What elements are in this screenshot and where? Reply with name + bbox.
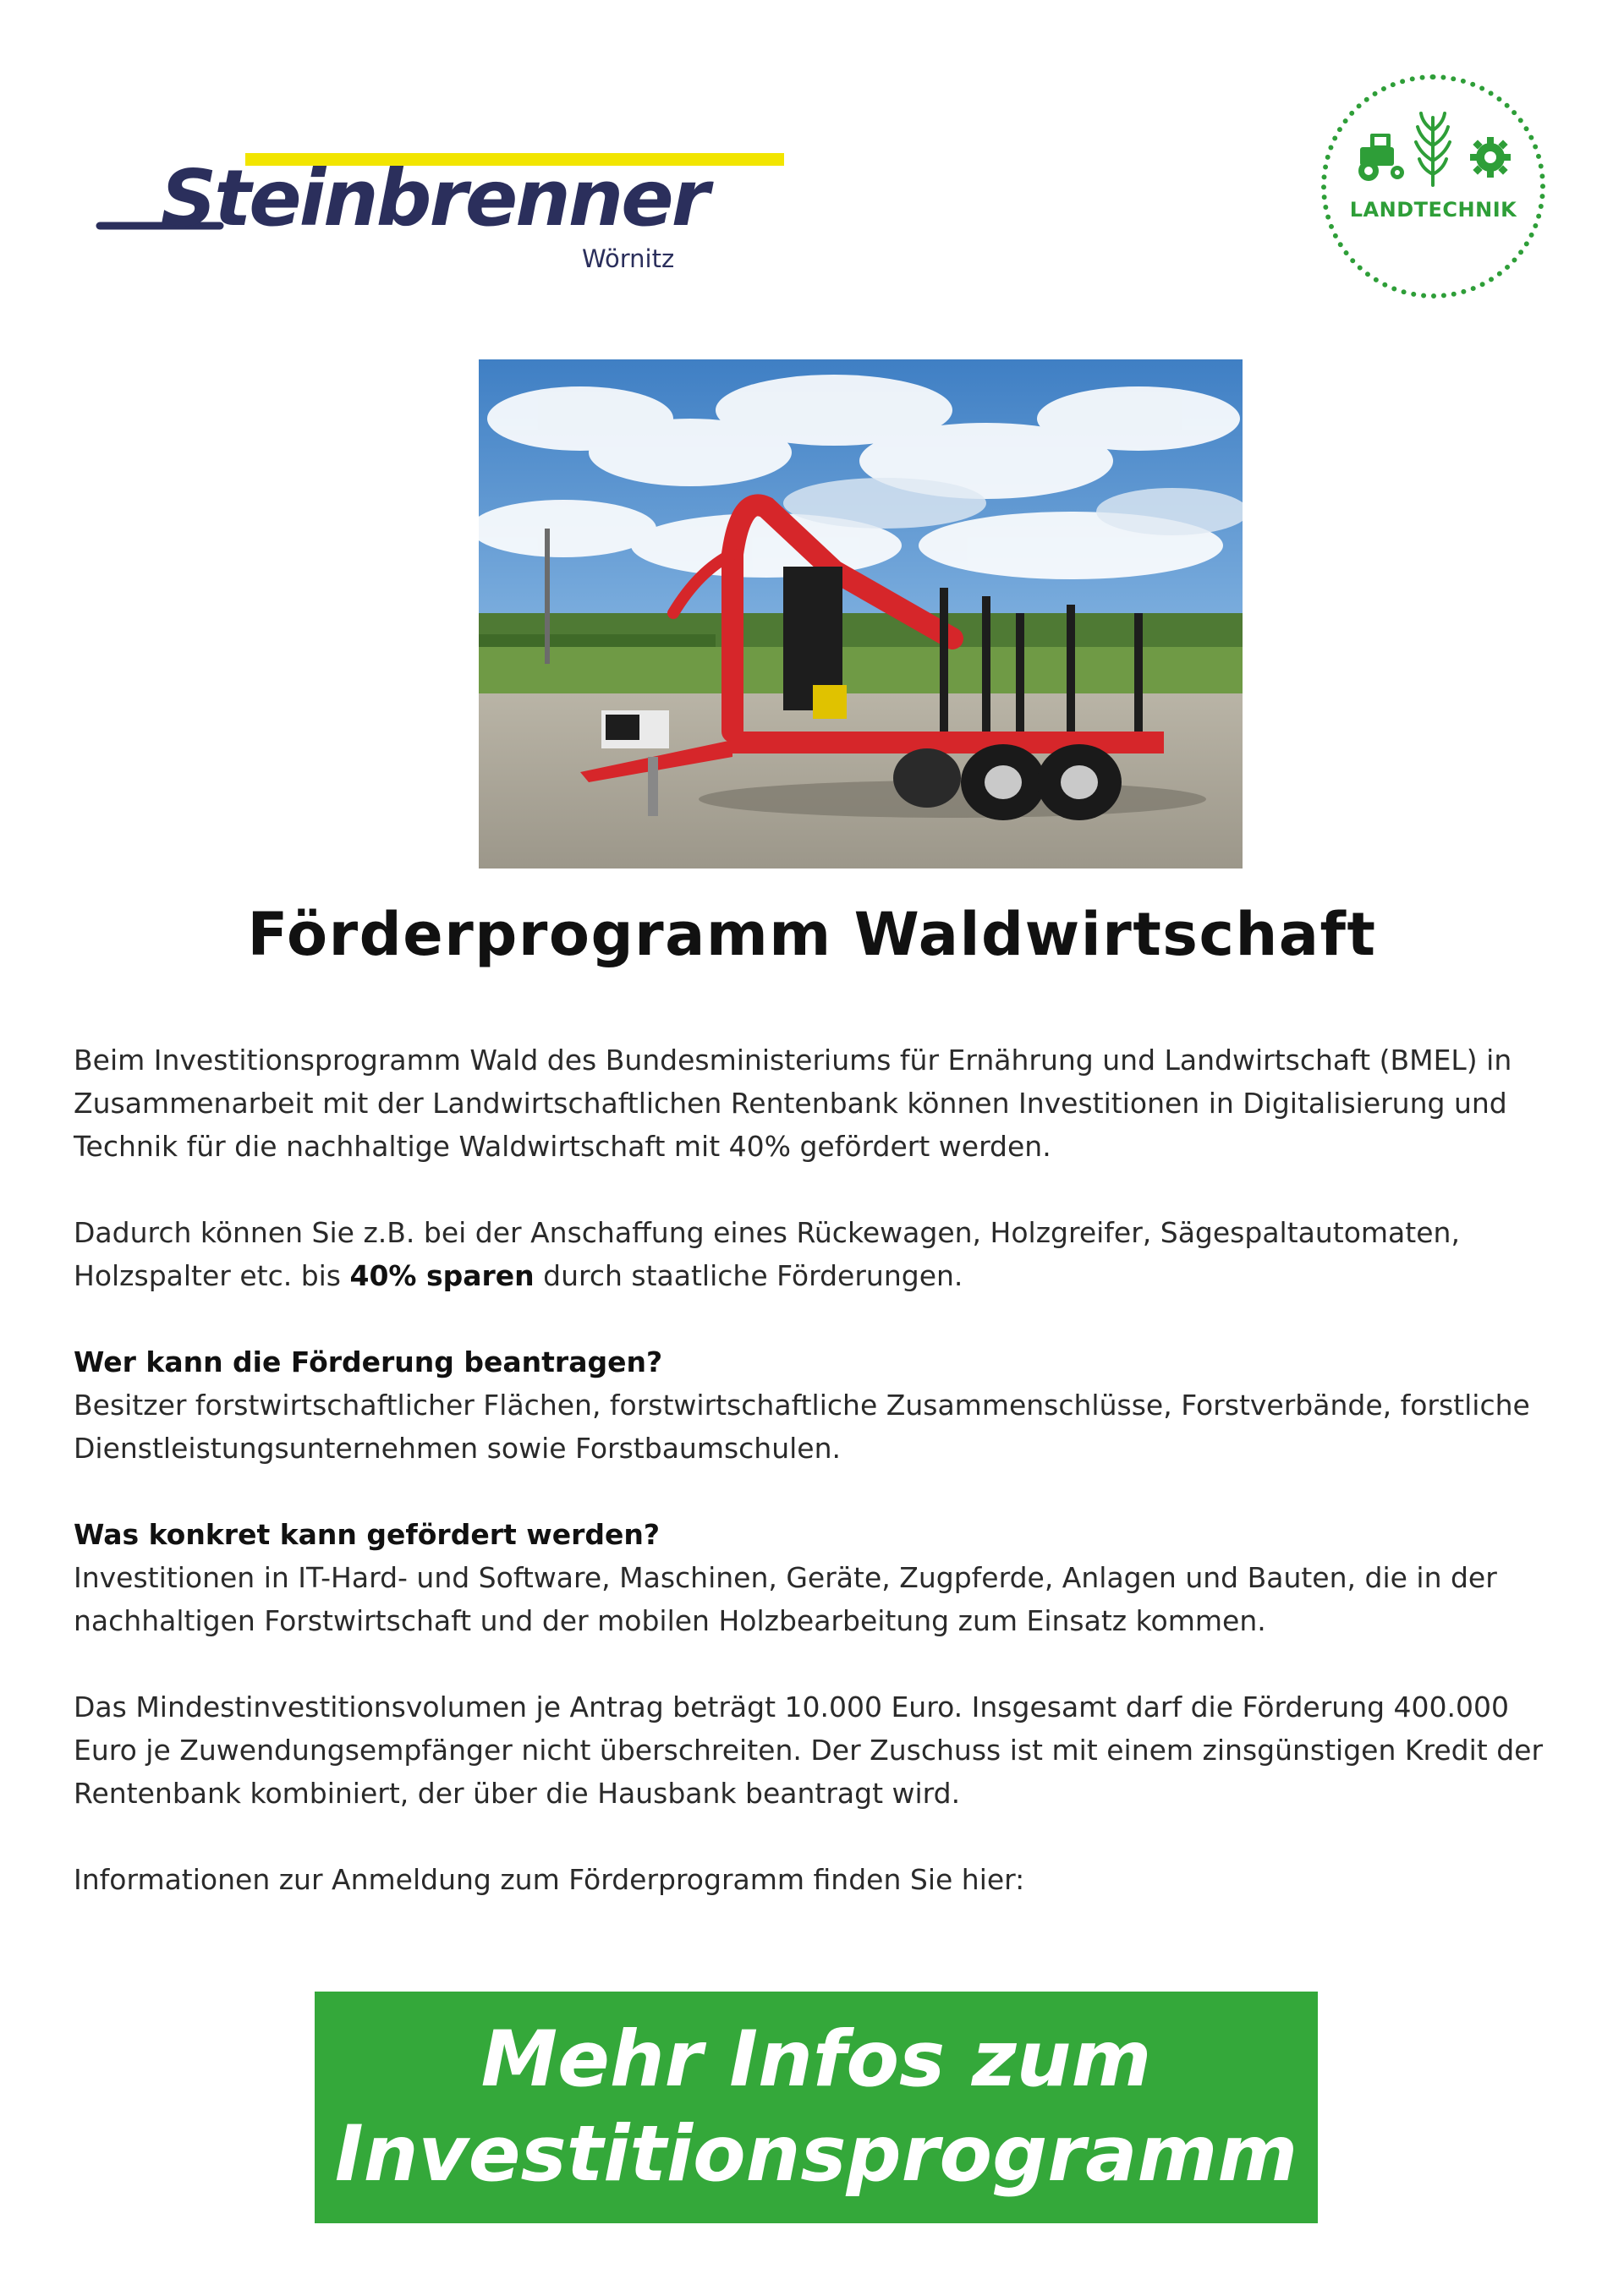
page-title: Förderprogramm Waldwirtschaft [247, 900, 1377, 969]
funding-scope-text: Investitionen in IT-Hard- und Software, Maschinen, Geräte, Zugpferde, Anlagen und Bauten, die in der nachhaltigen Forstwirtschaft und der mobilen Holzbearbeitung zum Einsatz kommen. [74, 1561, 1497, 1637]
eligibility-heading: Wer kann die Förderung beantragen? [74, 1345, 663, 1378]
more-info-button-line1: Mehr Infos zum [480, 2015, 1152, 2104]
intro-paragraph: Beim Investitionsprogramm Wald des Bundesministeriums für Ernährung und Landwirtschaft (BMEL) in Zusammenarbeit mit der Landwirtschaftlichen Rentenbank können Investitionen in Digitalisierung und Technik für die nachhaltige Waldwirtschaft mit 40% gefördert werden. [74, 1044, 1512, 1163]
gear-icon [1470, 137, 1511, 178]
logo-wordmark: Steinbrenner [161, 153, 708, 244]
seal-label: LANDTECHNIK [1349, 198, 1517, 222]
tractor-icon [1358, 134, 1404, 181]
limits-paragraph: Das Mindestinvestitionsvolumen je Antrag beträgt 10.000 Euro. Insgesamt darf die Förderung 400.000 Euro je Zuwendungsempfänger nicht überschreiten. Der Zuschuss ist mit einem zinsgünstigen Kredit der Rentenbank kombiniert, der über die Hausbank beantragt wird. [74, 1690, 1544, 1810]
eligibility-text: Besitzer forstwirtschaftlicher Flächen, forstwirtschaftliche Zusammenschlüsse, Forstverbände, forstliche Dienstleistungsunternehmen sowie Forstbaumschulen. [74, 1389, 1530, 1465]
funding-scope-heading: Was konkret kann gefördert werden? [74, 1518, 661, 1551]
seal-art [1326, 79, 1540, 293]
more-info-button[interactable] [315, 1992, 1318, 2223]
forestry-trailer-photo [479, 359, 1243, 869]
info-paragraph: Informationen zur Anmeldung zum Förderprogramm finden Sie hier: [74, 1863, 1025, 1896]
funding-scope-section [74, 1513, 1562, 1642]
wheat-icon [1416, 113, 1450, 185]
savings-paragraph [74, 1211, 1562, 1297]
steinbrenner-logo [93, 148, 708, 275]
photo-illustration [479, 359, 1243, 869]
more-info-button-line2: Investitionsprogramm [334, 2110, 1298, 2199]
savings-highlight: 40% sparen [349, 1259, 535, 1292]
eligibility-section [74, 1340, 1562, 1470]
savings-text-before: Dadurch können Sie z.B. bei der Anschaffung eines Rückewagen, Holzgreifer, Sägespaltautomaten, Holzspalter etc. bis [74, 1216, 1460, 1292]
landtechnik-seal [1321, 74, 1545, 299]
savings-text-after: durch staatliche Förderungen. [534, 1259, 963, 1292]
logo-location: Wörnitz [582, 244, 675, 273]
body-content [74, 1038, 1562, 1901]
